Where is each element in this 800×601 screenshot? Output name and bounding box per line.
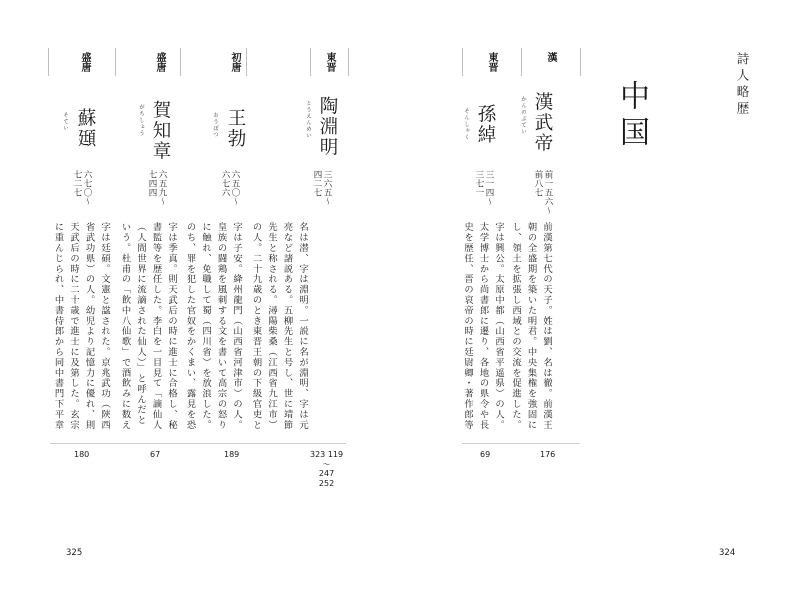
page-ref-number: 323 bbox=[310, 450, 326, 459]
column-rule bbox=[180, 48, 181, 76]
poet-bio: 前漢第七代の天子。姓は劉、名は徹。前漢王朝の全盛期を築いた明君。中央集権を強固にし、領土を拡張し西域との交流を促進した。 bbox=[510, 222, 552, 430]
poet-bio: 字は廷碩。文憲と諡された。京兆武功（陝西省武功県）の人。幼児より記憶力に優れ、則天武后の時に二十歳で進士に及第した。玄宗に重んじられ、中書侍郎から同中書門下平章 bbox=[52, 222, 110, 430]
page-ref-number: 67 bbox=[150, 450, 161, 459]
poet-death: 七四四 bbox=[147, 170, 157, 197]
poet-death: 六七六 bbox=[220, 170, 230, 197]
poet-name: 陶淵明 bbox=[317, 96, 338, 158]
poet-reading: おうぼつ bbox=[212, 112, 218, 138]
page-ref-number: 〜 bbox=[322, 459, 331, 469]
poet-death: 七二七 bbox=[72, 170, 82, 197]
poet-death: 三七一 bbox=[474, 170, 484, 197]
page-number-right: 324 bbox=[719, 548, 736, 558]
page-ref-number: 189 bbox=[224, 450, 240, 459]
poet-reading: かんのぶてい bbox=[520, 96, 526, 135]
page-ref bbox=[310, 450, 343, 488]
poet-dates bbox=[147, 170, 167, 206]
poet-birth: 六五〇〜 bbox=[230, 170, 240, 206]
poet-birth: 六五九〜 bbox=[157, 170, 167, 206]
column-rule bbox=[310, 48, 311, 76]
poet-bio: 字は季真。則天武后の時に進士に合格し、秘書監等を歴任した。李白を一目見て「謫仙人（人間世界に流謫された仙人）」と呼んだという。杜甫の「飲中八仙歌」で酒飲みに数え bbox=[119, 222, 177, 430]
poet-birth: 六七〇〜 bbox=[82, 170, 92, 206]
poet-era: 東晋 bbox=[324, 52, 335, 72]
poet-death: 前八七 bbox=[533, 170, 543, 197]
page-ref-number: 180 bbox=[74, 450, 90, 459]
column-rule bbox=[48, 48, 49, 76]
page-ref-number: 119 bbox=[327, 450, 344, 459]
poet-reading: そてい bbox=[62, 112, 68, 132]
section-title: 詩人略歴 bbox=[735, 52, 750, 118]
table-bottom-rule bbox=[50, 443, 346, 444]
poet-dates bbox=[474, 170, 494, 206]
page-ref bbox=[224, 450, 239, 460]
column-rule bbox=[580, 48, 581, 76]
poet-birth: 三六五〜 bbox=[322, 170, 332, 206]
column-rule bbox=[348, 48, 349, 76]
poet-dates bbox=[533, 170, 553, 215]
column-rule bbox=[521, 48, 522, 76]
page-number-left: 325 bbox=[66, 548, 83, 558]
poet-name: 孫綽 bbox=[475, 104, 496, 145]
page-ref bbox=[480, 450, 490, 460]
poet-name: 蘇頲 bbox=[75, 108, 96, 149]
poet-birth: 三一四〜 bbox=[484, 170, 494, 206]
poet-reading: がちしょう bbox=[138, 104, 144, 137]
column-rule bbox=[462, 48, 463, 76]
poet-era: 盛唐 bbox=[154, 52, 165, 72]
poet-dates bbox=[220, 170, 240, 206]
poet-era: 盛唐 bbox=[79, 52, 90, 72]
poet-reading: とうえんめい bbox=[305, 100, 311, 139]
page-ref bbox=[150, 450, 160, 460]
poet-bio: 名は潜、字は淵明。一説に名が淵明、字は元亮など諸説ある。五柳先生と号し、世に靖節先生と称される。潯陽柴桑（江西省九江市）の人。二十九歳のとき東晋王朝の下級官吏と bbox=[250, 222, 308, 430]
poet-birth: 前一五六〜 bbox=[543, 170, 553, 215]
page-ref-number: 176 bbox=[540, 450, 556, 459]
poet-death: 四二七 bbox=[312, 170, 322, 197]
poet-era: 漢 bbox=[545, 52, 556, 62]
poet-reading: そんしゃく bbox=[463, 108, 469, 141]
poet-dates bbox=[72, 170, 92, 206]
poet-name: 漢武帝 bbox=[532, 92, 553, 154]
poet-bio: 字は子安。絳州龍門（山西省河津市）の人。皇族の闘鶏を風刺する文を書いて高宗の怒りに触れ、免職して蜀（四川省）を放浪した。のち、罪を犯した官奴をかくまい、露見を恐 bbox=[184, 222, 242, 430]
poet-name: 王勃 bbox=[225, 108, 246, 149]
poet-dates bbox=[312, 170, 332, 206]
poet-era: 東晋 bbox=[486, 52, 497, 72]
page-ref-number: 252 bbox=[318, 478, 335, 488]
page-ref-number: 247 bbox=[318, 469, 335, 478]
poet-bio: 字は興公。太原中都（山西省平遥県）の人。太学博士から尚書郎に遷り、各地の県令や長史を歴任、晋の哀帝の時に廷尉卿・著作郎等 bbox=[462, 222, 504, 430]
column-rule bbox=[246, 48, 247, 76]
poet-name: 賀知章 bbox=[150, 100, 171, 162]
page-ref bbox=[74, 450, 89, 460]
region-heading: 中国 bbox=[614, 80, 649, 152]
table-bottom-rule bbox=[462, 443, 580, 444]
poet-era: 初唐 bbox=[229, 52, 240, 72]
page-ref bbox=[540, 450, 555, 460]
page-ref-number: 69 bbox=[480, 450, 491, 459]
column-rule bbox=[115, 48, 116, 76]
